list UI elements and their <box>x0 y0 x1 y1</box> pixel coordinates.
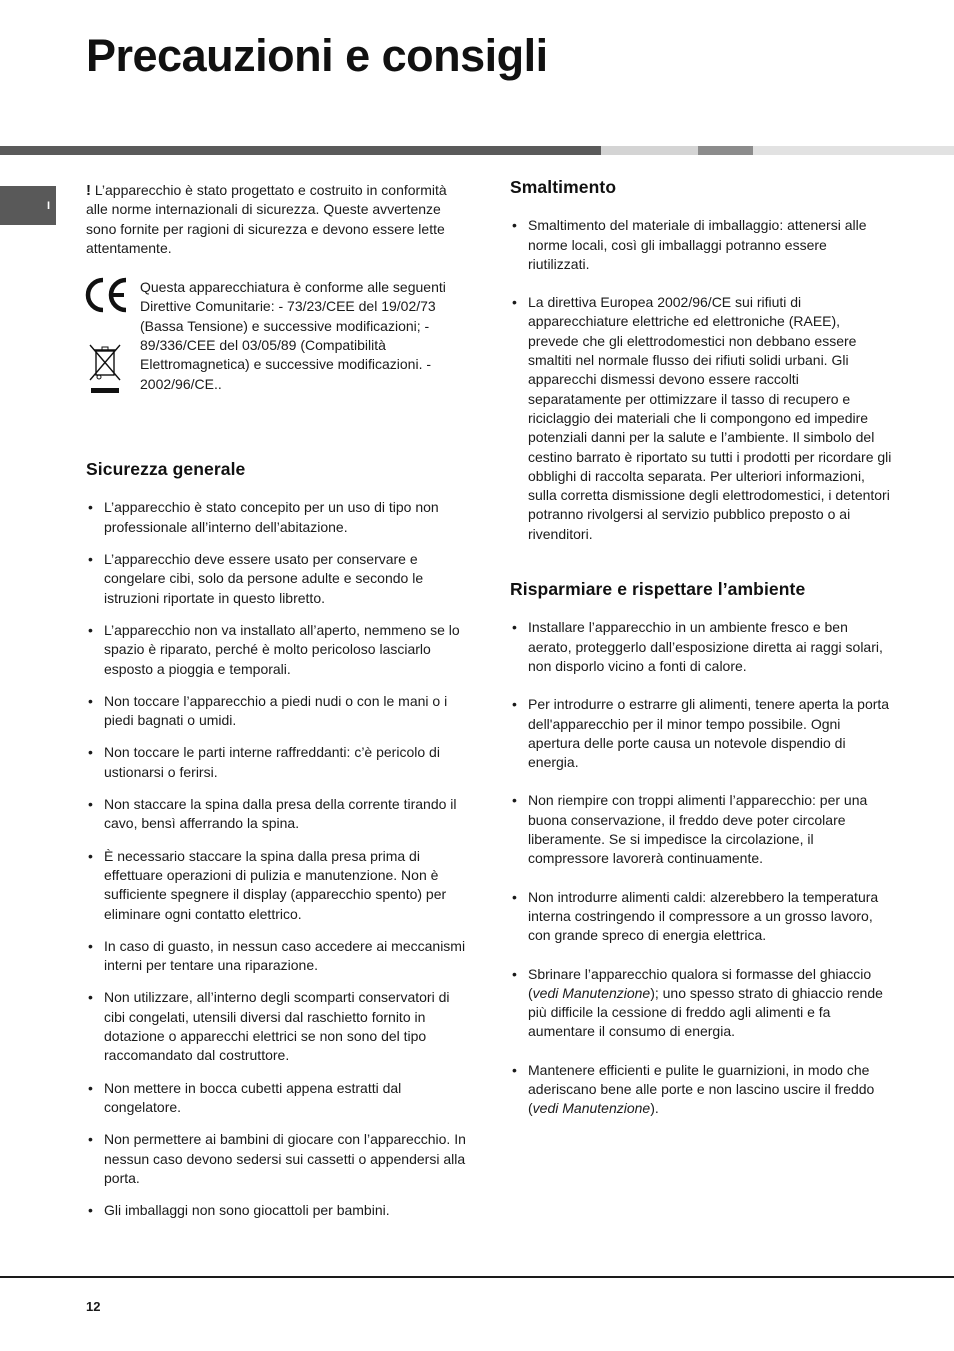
header-divider-bar <box>0 146 954 155</box>
crossed-bin-icon <box>88 342 122 396</box>
list-item: • Non riempire con troppi alimenti l’apparecchio: per una buona conservazione, il freddo deve poter circolare liberamente. Se si impedisce la circolazione, il compressore lavorerà continuamente. <box>510 791 892 868</box>
warning-mark: ! <box>86 182 91 199</box>
list-item: • Non mettere in bocca cubetti appena estratti dal congelatore. <box>86 1079 466 1118</box>
sicurezza-list <box>86 498 466 1220</box>
item-text: ); uno spesso strato di ghiaccio rende più difficile la cessione di freddo agli alimenti e fa aumentare il consumo di energia. <box>528 984 883 1040</box>
divider-segment <box>601 146 698 155</box>
ce-compliance-text: Questa apparecchiatura è conforme alle seguenti Direttive Comunitarie: - 73/23/CEE del 19/02/73 (Bassa Tensione) e successive modificazioni; - 89/336/CEE del 03/05/89 (Compatibilità Elettromagnetica) e successive modificazioni. - 2002/96/CE.. <box>140 279 446 392</box>
list-item: • L’apparecchio deve essere usato per conservare e congelare cibi, solo da persone adulte e secondo le istruzioni riportate in questo libretto. <box>86 550 466 608</box>
item-text: Sbrinare l’apparecchio qualora si formasse del ghiaccio ( <box>528 965 872 1001</box>
list-item: • La direttiva Europea 2002/96/CE sui rifiuti di apparecchiature elettriche ed elettroniche (RAEE), prevede che gli elettrodomestici non debbano essere smaltiti nel normale flusso dei rifiuti solidi urbani. Gli apparecchi dismessi devono essere raccolti separatamente per ottimizzare il tasso di recupero e riciclaggio dei materiali che li compongono ed impedire potenziali danni per la salute e l’ambiente. Il simbolo del cestino barrato è riportato su tutti i prodotti per ricordare gli obblighi di raccolta separata. Per ulteriori informazioni, sulla corretta dismissione degli elettrodomestici, i detentori potranno rivolgersi al servizio pubblico preposto o ai rivenditori. <box>510 293 892 544</box>
list-item: • Non staccare la spina dalla presa della corrente tirando il cavo, bensì afferrando la spina. <box>86 795 466 834</box>
risparmiare-list <box>510 618 892 1118</box>
list-item: • È necessario staccare la spina dalla presa prima di effettuare operazioni di pulizia e manutenzione. Non è sufficiente spegnere il display (apparecchio spento) per eliminare ogni contatto elettrico. <box>86 847 466 924</box>
language-tab-label: I <box>46 199 50 212</box>
ce-mark-icon <box>82 274 132 316</box>
list-item: • Gli imballaggi non sono giocattoli per bambini. <box>86 1201 466 1220</box>
list-item <box>510 965 892 1042</box>
list-item: • In caso di guasto, in nessun caso accedere ai meccanismi interni per tentare una riparazione. <box>86 937 466 976</box>
list-item: • Per introdurre o estrarre gli alimenti, tenere aperta la porta dell'apparecchio per il minor tempo possibile. Ogni apertura delle porte causa un notevole dispendio di energia. <box>510 695 892 772</box>
smaltimento-list <box>510 216 892 544</box>
divider-segment <box>753 146 954 155</box>
item-text: ). <box>650 1100 659 1117</box>
divider-segment <box>698 146 753 155</box>
page-title: Precauzioni e consigli <box>86 30 548 81</box>
list-item: • Non introdurre alimenti caldi: alzerebbero la temperatura interna costringendo il compressore a un grosso lavoro, con grande spreco di energia elettrica. <box>510 888 892 946</box>
intro-text: L’apparecchio è stato progettato e costruito in conformità alle norme internazionali di sicurezza. Queste avvertenze sono fornite per ragioni di sicurezza e devono essere lette attentamente. <box>86 182 447 256</box>
list-item: • Non toccare le parti interne raffreddanti: c’è pericolo di ustionarsi o ferirsi. <box>86 743 466 782</box>
heading-smaltimento: Smaltimento <box>510 177 617 197</box>
language-tab <box>0 186 56 225</box>
list-item: • L’apparecchio non va installato all’aperto, nemmeno se lo spazio è riparato, perché è molto pericoloso lasciarlo esposto a pioggia e temporali. <box>86 621 466 679</box>
list-item: • Non permettere ai bambini di giocare con l’apparecchio. In nessun caso devono sedersi sui cassetti o appendersi alla porta. <box>86 1130 466 1188</box>
heading-sicurezza-generale: Sicurezza generale <box>86 459 246 480</box>
list-item: • Non toccare l’apparecchio a piedi nudi o con le mani o i piedi bagnati o umidi. <box>86 692 466 731</box>
list-item <box>510 1061 892 1119</box>
page-number: 12 <box>86 1299 101 1314</box>
list-item: • Smaltimento del materiale di imballaggio: attenersi alle norme locali, così gli imballaggi potranno essere riutilizzati. <box>510 216 892 274</box>
left-column <box>86 181 466 1220</box>
cross-reference: vedi Manutenzione <box>532 984 651 1001</box>
list-item: • Non utilizzare, all’interno degli scomparti conservatori di cibi congelati, utensili diversi dal raschietto fornito in dotazione o apparecchi elettrici se non sono del tipo raccomandato dal costruttore. <box>86 988 466 1065</box>
cross-reference: vedi Manutenzione <box>532 1100 651 1117</box>
item-text: Mantenere efficienti e pulite le guarnizioni, in modo che aderiscano bene alle porte e non lascino uscire il freddo ( <box>528 1061 875 1117</box>
divider-segment <box>0 146 601 155</box>
list-item: • Installare l’apparecchio in un ambiente fresco e ben aerato, proteggerlo dall’esposizione diretta ai raggi solari, non disporlo vicino a fonti di calore. <box>510 618 892 676</box>
ce-compliance-block <box>86 278 466 418</box>
intro-warning <box>86 181 466 258</box>
right-column <box>510 178 892 1119</box>
heading-risparmiare: Risparmiare e rispettare l’ambiente <box>510 579 806 600</box>
list-item: • L’apparecchio è stato concepito per un uso di tipo non professionale all’interno dell’abitazione. <box>86 498 466 537</box>
footer-rule <box>0 1276 954 1278</box>
